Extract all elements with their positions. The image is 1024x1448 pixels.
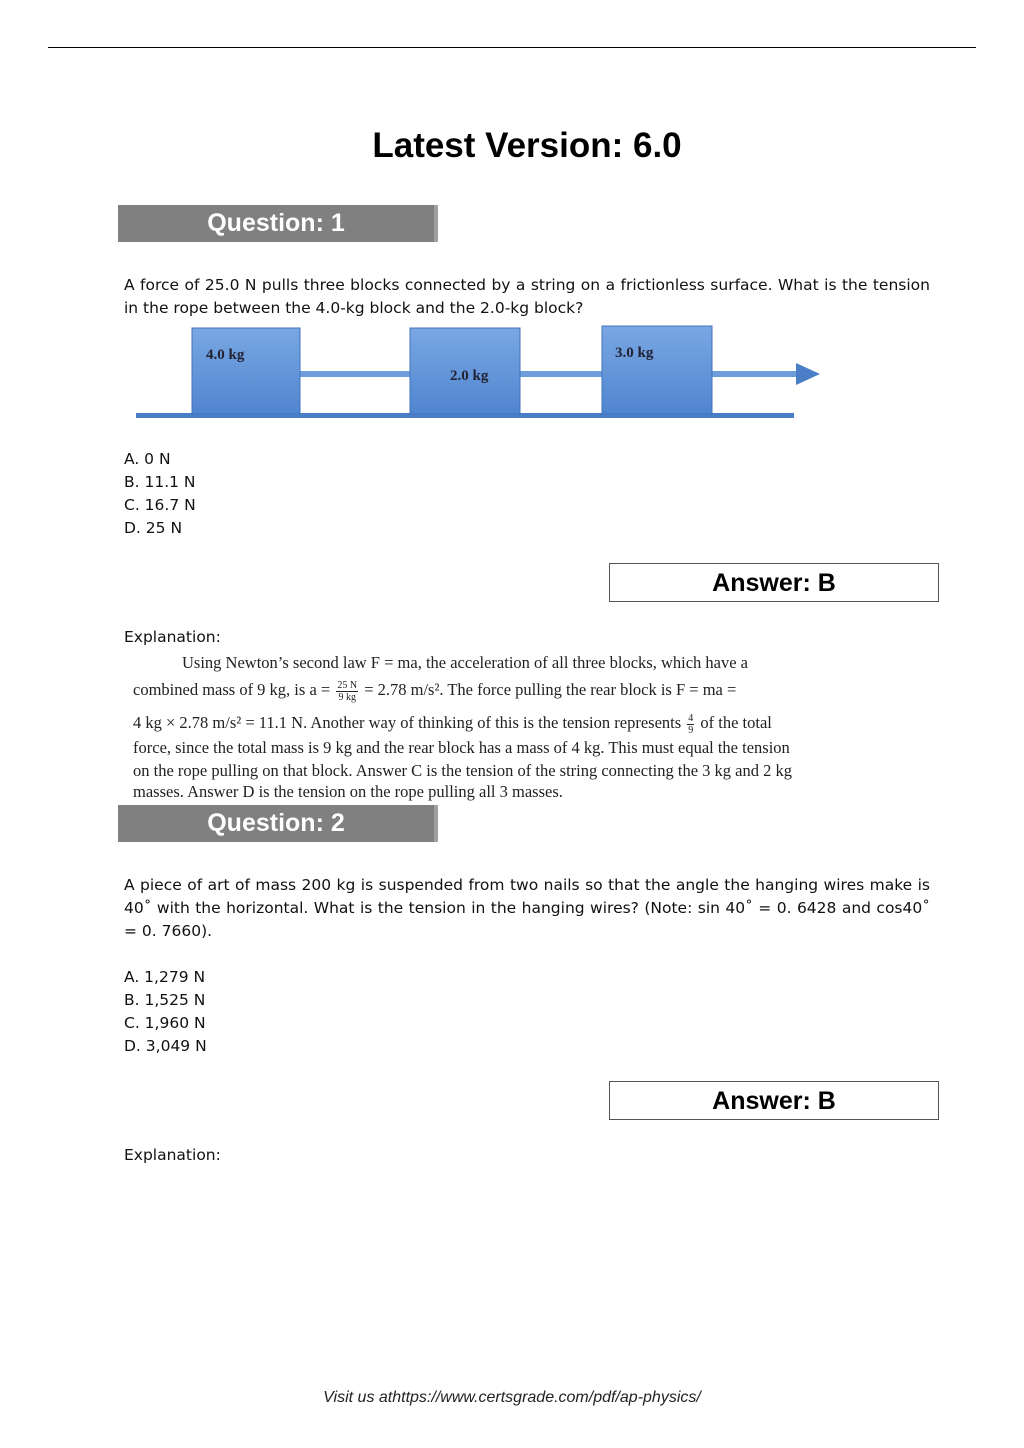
block-3kg-label: 3.0 kg [615,345,654,361]
option-c: C. 1,960 N [124,1014,206,1032]
rope-2 [520,371,602,377]
explanation-line-5: on the rope pulling on that block. Answer C is the tension of the string connecting the 3 kg and 2 kg [133,761,792,780]
option-c: C. 16.7 N [124,496,196,514]
explanation-line-6: masses. Answer D is the tension on the rope pulling all 3 masses. [133,782,563,801]
block-4kg [192,328,300,414]
option-b: B. 11.1 N [124,473,196,491]
option-d: D. 3,049 N [124,1037,207,1055]
question-2-options [124,966,207,1058]
block-2kg-label: 2.0 kg [450,368,489,384]
option-b: B. 1,525 N [124,991,206,1009]
question-2-explanation-label: Explanation: [124,1146,221,1164]
block-4kg-label: 4.0 kg [206,347,245,363]
question-1-options [124,448,196,540]
fraction-1-numerator: 25 N [337,679,358,691]
option-a: A. 1,279 N [124,968,206,986]
explanation-line-3b: of the total [700,713,772,732]
block-3kg [602,326,712,414]
question-1-explanation-label: Explanation: [124,628,221,646]
fraction-4-9 [687,713,694,736]
explanation-line-4: force, since the total mass is 9 kg and the rear block has a mass of 4 kg. This must equal the tension [133,738,790,757]
fraction-25n-9kg [336,680,358,703]
top-rule [48,47,976,48]
page-title: Latest Version: 6.0 [372,126,682,165]
explanation-line-3a: 4 kg × 2.78 m/s² = 11.1 N. Another way of thinking of this is the tension represents [133,713,682,732]
fraction-1-denominator: 9 kg [338,691,356,703]
fraction-2-denominator: 9 [688,724,694,736]
force-arrow [796,363,820,385]
question-2-answer: Answer: B [609,1081,939,1120]
option-d: D. 25 N [124,519,183,537]
explanation-line-2a: combined mass of 9 kg, is a = [133,680,331,699]
blocks-diagram [128,318,828,428]
question-1-header: Question: 1 [118,205,438,242]
explanation-line-2b: = 2.78 m/s². The force pulling the rear block is F = ma = [364,680,737,699]
option-a: A. 0 N [124,450,171,468]
question-1-answer: Answer: B [609,563,939,602]
question-2-header: Question: 2 [118,805,438,842]
question-1-explanation [133,650,903,800]
rope-3 [712,371,798,377]
footer-link-text[interactable]: Visit us athttps://www.certsgrade.com/pdf/ap-physics/ [323,1389,701,1406]
fraction-2-numerator: 4 [688,712,694,724]
question-2-text: A piece of art of mass 200 kg is suspended from two nails so that the angle the hanging wires make is 40˚ with the horizontal. What is the tension in the hanging wires? (Note: sin 40˚ = 0. 6428 and cos40˚ = 0. 7660). [124,876,930,940]
question-1-text: A force of 25.0 N pulls three blocks connected by a string on a frictionless surface. What is the tension in the rope between the 4.0-kg block and the 2.0-kg block? [124,276,930,317]
explanation-line-1: Using Newton’s second law F = ma, the acceleration of all three blocks, which have a [182,653,749,672]
rope-1 [300,371,410,377]
